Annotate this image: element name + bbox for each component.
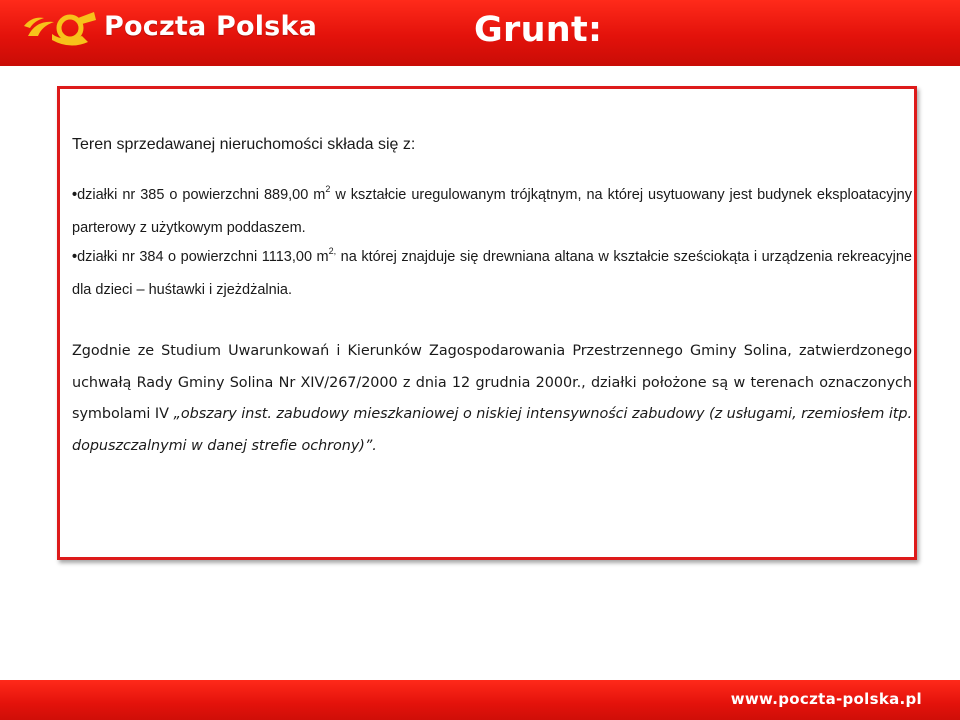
- plot-385-text: działki nr 385 o powierzchni 889,00 m: [77, 187, 326, 203]
- brand-name: Poczta Polska: [104, 10, 318, 42]
- website-url: www.poczta-polska.pl: [730, 690, 922, 708]
- list-item-plot-385: [72, 179, 912, 245]
- zoning-paragraph: [72, 336, 912, 462]
- list-item-plot-384: [72, 241, 912, 307]
- bullet-icon: •: [72, 187, 78, 203]
- bullet-icon: •: [72, 249, 78, 265]
- plot-385-text-cont: w kształcie uregulowanym trójkątnym, na której usytuowany jest budynek eksploatacyjny parterowy z użytkowym poddaszem.: [72, 187, 912, 236]
- content-frame: [57, 86, 917, 560]
- intro-text: Teren sprzedawanej nieruchomości składa się z:: [72, 136, 416, 153]
- page-title: Grunt:: [474, 10, 603, 50]
- header-band: [0, 0, 960, 66]
- superscript: 2,: [328, 246, 337, 256]
- superscript: 2: [325, 184, 331, 194]
- post-horn-icon: [22, 6, 102, 46]
- zoning-text: Zgodnie ze Studium Uwarunkowań i Kierunków Zagospodarowania Przestrzennego Gminy Solina, zatwierdzonego uchwałą Rady Gminy Solina Nr XIV/267/2000 z dnia 12 grudnia 2000r., działki położone są w terenach oznaczonych symbolami IV: [72, 343, 912, 422]
- brand-logo: [22, 6, 317, 46]
- zoning-text-italic: „obszary inst. zabudowy mieszkaniowej o niskiej intensywności zabudowy (z usługami, rzemiosłem itp. dopuszczalnymi w danej strefie ochrony)”.: [72, 406, 912, 454]
- plot-384-text: działki nr 384 o powierzchni 1113,00 m: [77, 249, 329, 265]
- plot-384-text-cont: na której znajduje się drewniana altana w kształcie sześciokąta i urządzenia rekreacyjne dla dzieci – huśtawki i zjeżdżalnia.: [72, 249, 912, 298]
- footer-band: [0, 680, 960, 720]
